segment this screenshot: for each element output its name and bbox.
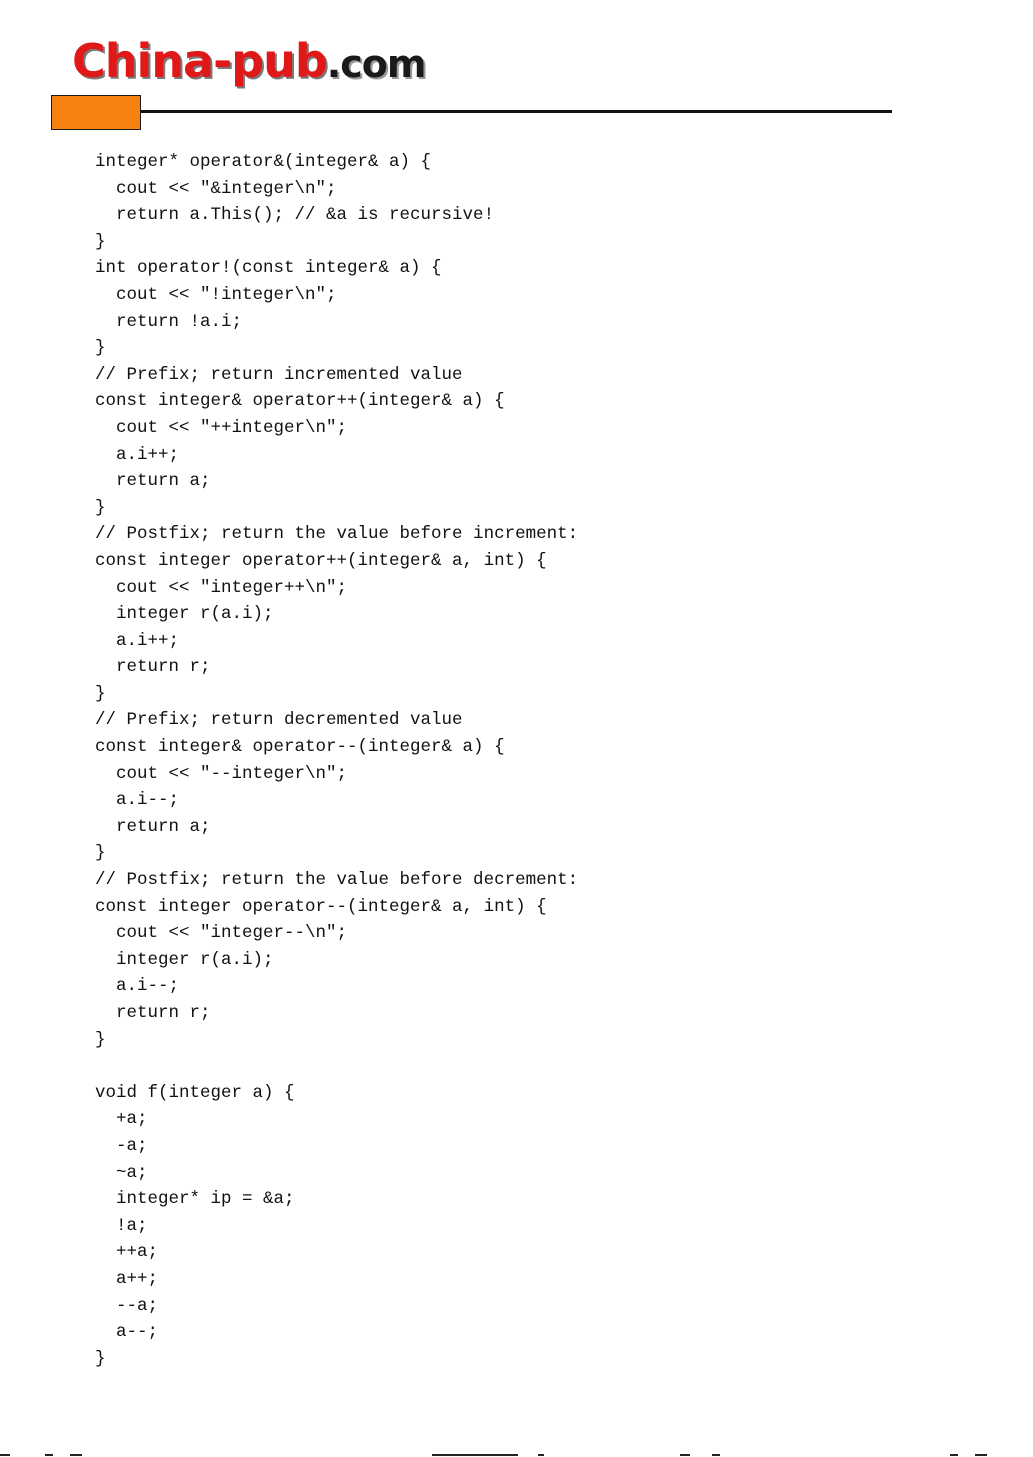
- china-pub-logo[interactable]: [72, 34, 426, 88]
- code-line: a.i--;: [95, 976, 180, 997]
- footer-mark: [712, 1454, 720, 1456]
- footer-mark: [45, 1454, 53, 1456]
- header-rule: [141, 110, 892, 113]
- code-line: a++;: [95, 1268, 159, 1289]
- code-line: }: [95, 1029, 106, 1050]
- code-line: cout << "++integer\n";: [95, 417, 348, 438]
- code-line: a.i++;: [95, 630, 180, 651]
- code-line: // Prefix; return incremented value: [95, 364, 463, 385]
- code-line: }: [95, 1348, 106, 1369]
- code-line: integer* ip = &a;: [95, 1189, 295, 1210]
- code-line: return a;: [95, 471, 211, 492]
- code-line: cout << "!integer\n";: [95, 284, 337, 305]
- footer-mark: [0, 1454, 10, 1456]
- code-line: +a;: [95, 1109, 148, 1130]
- footer-mark: [70, 1454, 82, 1456]
- header-accent-block: [51, 95, 141, 130]
- code-line: return a;: [95, 816, 211, 837]
- code-line: // Prefix; return decremented value: [95, 710, 463, 731]
- code-line: void f(integer a) {: [95, 1082, 295, 1103]
- page-footer-marks: [0, 1452, 1033, 1457]
- code-line: --a;: [95, 1295, 159, 1316]
- code-line: return r;: [95, 1003, 211, 1023]
- code-line: const integer& operator++(integer& a) {: [95, 391, 505, 412]
- code-line: }: [95, 843, 106, 864]
- code-line: // Postfix; return the value before decrement:: [95, 870, 579, 891]
- code-line: int operator!(const integer& a) {: [95, 258, 442, 279]
- logo-text-domain: .com: [326, 42, 426, 86]
- code-line: const integer operator--(integer& a, int) {: [95, 896, 547, 917]
- code-line: return !a.i;: [95, 311, 243, 332]
- footer-mark: [680, 1454, 690, 1456]
- logo-text-main: China-pub: [72, 34, 327, 88]
- code-line: a.i--;: [95, 790, 180, 811]
- code-line: }: [95, 231, 106, 252]
- footer-mark: [538, 1454, 544, 1456]
- code-listing: [95, 149, 995, 1372]
- code-line: cout << "integer--\n";: [95, 923, 348, 944]
- code-line: return a.This(); // &a is recursive!: [95, 205, 495, 226]
- code-line: return r;: [95, 657, 211, 678]
- code-line: }: [95, 497, 106, 518]
- code-line: integer* operator&(integer& a) {: [95, 152, 432, 172]
- code-line: const integer operator++(integer& a, int) {: [95, 550, 547, 571]
- code-line: }: [95, 338, 106, 359]
- code-line: cout << "--integer\n";: [95, 763, 348, 784]
- code-line: cout << "integer++\n";: [95, 577, 348, 598]
- code-line: integer r(a.i);: [95, 604, 274, 625]
- code-line: // Postfix; return the value before increment:: [95, 524, 579, 545]
- footer-mark: [432, 1454, 518, 1456]
- code-line: !a;: [95, 1215, 148, 1236]
- code-line: integer r(a.i);: [95, 949, 274, 970]
- code-line: a.i++;: [95, 444, 180, 465]
- footer-mark: [975, 1454, 987, 1456]
- code-line: }: [95, 683, 106, 704]
- code-line: ~a;: [95, 1162, 148, 1183]
- page-header: [0, 0, 1033, 140]
- code-line: cout << "&integer\n";: [95, 178, 337, 199]
- footer-mark: [950, 1454, 958, 1456]
- code-line: ++a;: [95, 1242, 159, 1263]
- code-line: [95, 1053, 995, 1080]
- code-line: -a;: [95, 1135, 148, 1156]
- code-line: const integer& operator--(integer& a) {: [95, 737, 505, 758]
- code-line: a--;: [95, 1322, 159, 1343]
